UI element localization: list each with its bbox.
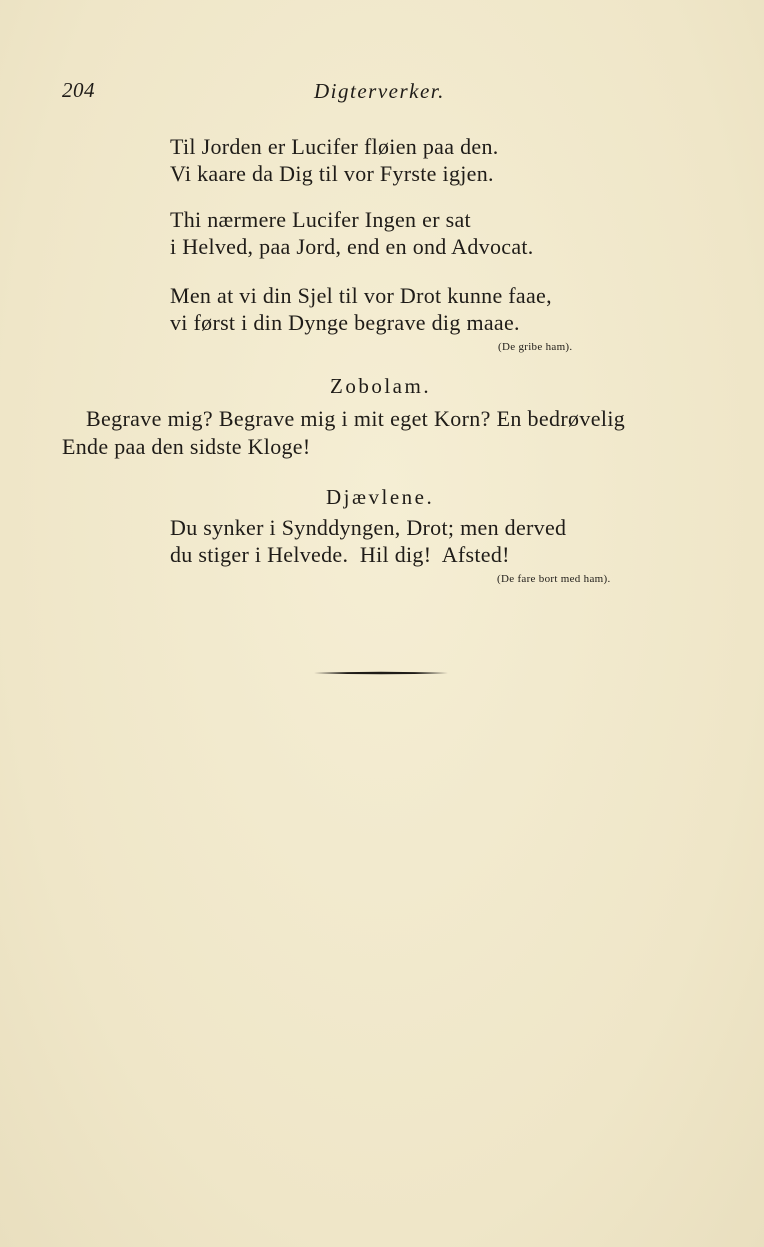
verse-line: Thi nærmere Lucifer Ingen er sat xyxy=(170,207,471,232)
prose-line: Begrave mig? Begrave mig i mit eget Korn? En bedrøvelig xyxy=(86,406,626,431)
speaker-name: Zobolam. xyxy=(330,374,432,398)
prose-line: Ende paa den sidste Kloge! xyxy=(62,434,311,459)
verse-line: Vi kaare da Dig til vor Fyrste igjen. xyxy=(170,161,494,186)
running-title: Digterverker. xyxy=(314,79,445,103)
verse-line: Du synker i Synddyngen, Drot; men derved xyxy=(170,515,567,540)
verse-line: du stiger i Helvede. Hil dig! Afsted! xyxy=(170,542,510,567)
speaker-name: Djævlene. xyxy=(326,485,435,509)
stage-direction: (De gribe ham). xyxy=(498,341,573,353)
page-number: 204 xyxy=(62,78,95,102)
verse-line: Men at vi din Sjel til vor Drot kunne faae, xyxy=(170,283,552,308)
verse-line: vi først i din Dynge begrave dig maae. xyxy=(170,310,520,335)
verse-line: Til Jorden er Lucifer fløien paa den. xyxy=(170,134,499,159)
stage-direction: (De fare bort med ham). xyxy=(497,573,611,585)
ornamental-rule xyxy=(314,671,448,675)
verse-line: i Helved, paa Jord, end en ond Advocat. xyxy=(170,234,534,259)
